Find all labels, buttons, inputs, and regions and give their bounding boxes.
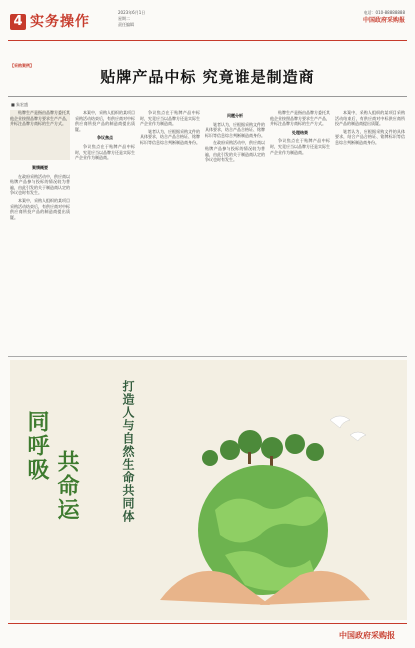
paragraph: 争议焦点在于贴牌产品中标时，究竟应当以品牌方还是实际生产企业作为制造商。 xyxy=(270,138,330,155)
subhead: 案情概要 xyxy=(32,165,48,170)
paragraph: 本案中，采购人组织的某项目采购活动结束后，有供应商对中标供应商所投产品的制造商提出质疑。 xyxy=(335,110,405,127)
headline-rule xyxy=(8,96,407,97)
article-column-2 xyxy=(75,110,135,352)
slogan-left-1: 同呼吸 xyxy=(24,410,50,482)
paragraph: 本案中，采购人组织的某项目采购活动结束后，有供应商对中标供应商所投产品的制造商提出质疑。 xyxy=(75,110,135,132)
article-column-4 xyxy=(205,110,265,352)
paper-name: 中国政府采购报 xyxy=(362,17,405,24)
paragraph: 贴牌生产是指由品牌方委托其他企业按照品牌方要求生产产品，并标注品牌方商标的生产方式。 xyxy=(270,110,330,127)
issue-editor: 责任编辑 xyxy=(118,22,134,27)
dove-icon xyxy=(350,432,366,441)
subhead: 争议焦点 xyxy=(97,135,113,141)
issue-weekday: 星期二 xyxy=(118,16,130,21)
subhead: 问题分析 xyxy=(227,113,243,118)
article-column-1 xyxy=(10,162,70,352)
dove-icon xyxy=(330,416,350,428)
slogan-main: 打造人与自然生命共同体 xyxy=(121,380,135,523)
article-column-3 xyxy=(140,110,200,352)
slogan-left-2: 共命运 xyxy=(54,450,80,522)
paragraph: 笔者认为，应根据采购文件的具体要求，结合产品合格证、铭牌标识等信息综合判断制造商身份。 xyxy=(140,128,200,145)
footer-brand: 中国政府采购报 xyxy=(339,630,395,640)
article-abstract xyxy=(10,110,70,160)
paragraph: 在政府采购活动中，供应商以贴牌产品参与投标的情况较为普遍，由此引发的关于制造商认定的争议也时有发生。 xyxy=(205,140,265,163)
paragraph: 笔者认为，应根据采购文件的具体要求，结合产品合格证、铭牌标识等信息综合判断制造商身份。 xyxy=(335,128,405,145)
tree-icon xyxy=(202,430,324,466)
article-headline: 贴牌产品中标 究竟谁是制造商 xyxy=(100,68,315,86)
subhead: 处理结果 xyxy=(292,129,308,135)
article-tag: 【采购案例】 xyxy=(10,63,34,68)
paragraph: 在政府采购活动中，供应商以贴牌产品参与投标的情况较为普遍，由此引发的关于制造商认定的争议也时有发生。 xyxy=(10,173,70,196)
section-number: 4 xyxy=(10,14,26,30)
issue-meta xyxy=(118,10,145,28)
paragraph: 本案中，采购人组织的某项目采购活动结束后，有供应商对中标供应商所投产品的制造商提出质疑。 xyxy=(10,197,70,220)
page-header xyxy=(0,0,415,42)
article-byline: ■ 朱宏盛 xyxy=(11,102,29,107)
header-rule xyxy=(8,40,407,41)
paragraph: 争议焦点在于贴牌产品中标时，究竟应当以品牌方还是实际生产企业作为制造商。 xyxy=(75,143,135,161)
contact-info: 电话：010-88888888 xyxy=(363,10,405,15)
globe-hands-graphic xyxy=(10,360,407,620)
article-column-6 xyxy=(335,110,405,352)
footer-rule xyxy=(8,623,407,624)
paragraph: 笔者认为，应根据采购文件的具体要求，结合产品合格证、铭牌标识等信息综合判断制造商身份。 xyxy=(205,121,265,138)
earth-illustration xyxy=(10,360,407,620)
illustration-rule xyxy=(8,356,407,357)
paragraph: 贴牌生产是指由品牌方委托其他企业按照品牌方要求生产产品，并标注品牌方商标的生产方式。 xyxy=(10,110,70,127)
paragraph: 争议焦点在于贴牌产品中标时，究竟应当以品牌方还是实际生产企业作为制造商。 xyxy=(140,110,200,127)
article-column-5 xyxy=(270,110,330,352)
section-title: 实务操作 xyxy=(30,14,90,30)
issue-date: 2023年6月1日 xyxy=(118,10,146,15)
